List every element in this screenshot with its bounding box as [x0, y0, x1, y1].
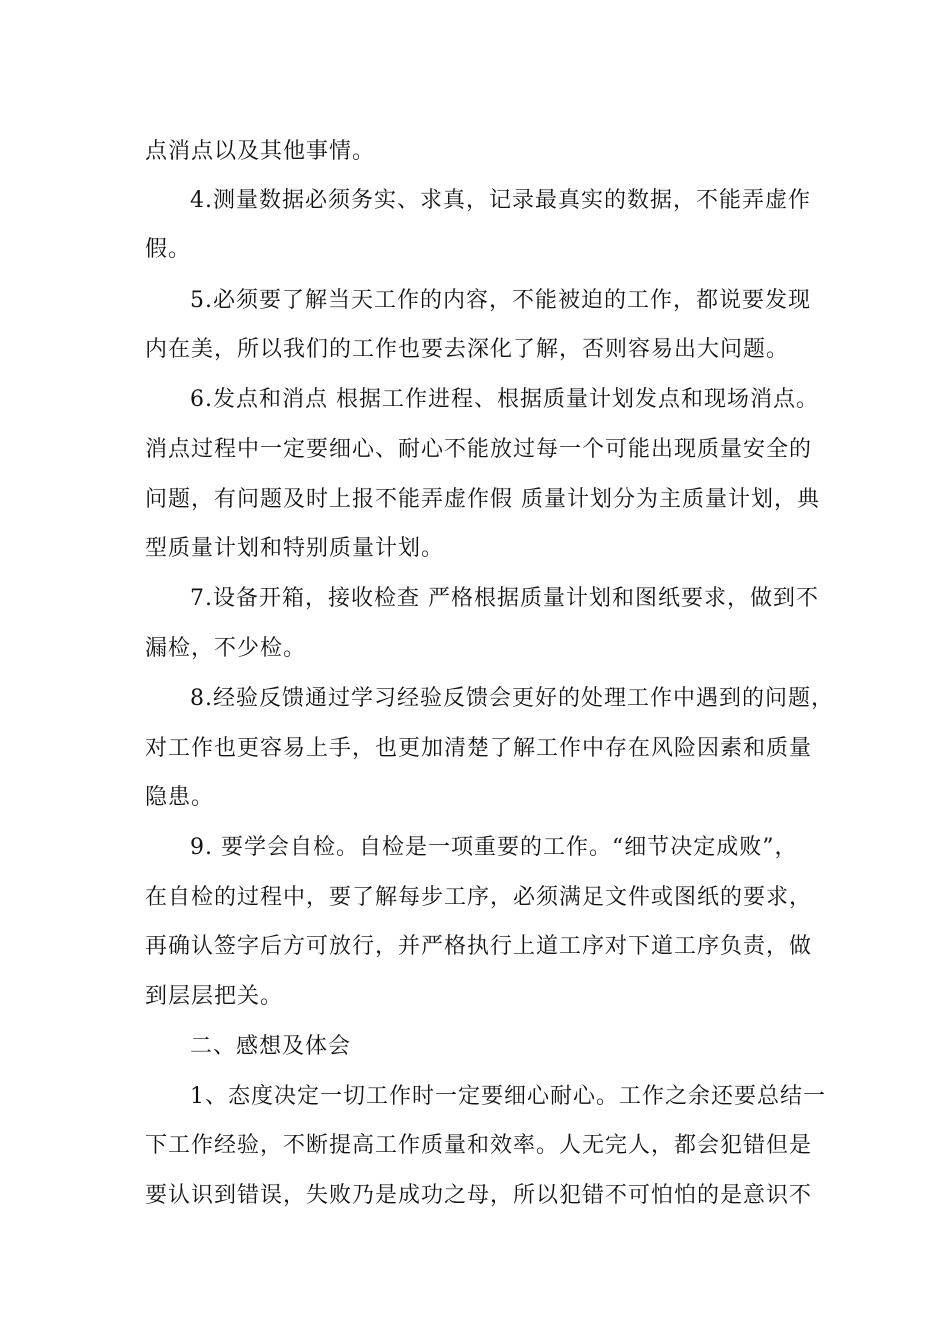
text-line: 要认识到错误，失败乃是成功之母，所以犯错不可怕怕的是意识不: [145, 1183, 813, 1208]
text-line: 在自检的过程中，要了解每步工序，必须满足文件或图纸的要求，: [145, 885, 813, 910]
text-line: 5.必须要了解当天工作的内容，不能被迫的工作，都说要发现: [190, 288, 811, 313]
text-line: 下工作经验，不断提高工作质量和效率。人无完人，都会犯错但是: [145, 1133, 813, 1158]
text-line: 漏检，不少检。: [145, 636, 307, 661]
text-line: 消点过程中一定要细心、耐心不能放过每一个可能出现质量安全的: [145, 437, 813, 462]
text-line: 点消点以及其他事情。: [145, 139, 376, 164]
text-line: 问题，有问题及时上报不能弄虚作假 质量计划分为主质量计划，典: [145, 487, 820, 512]
text-line: 1、态度决定一切工作时一定要细心耐心。工作之余还要总结一: [190, 1084, 826, 1109]
text-line: 再确认签字后方可放行，并严格执行上道工序对下道工序负责，做: [145, 934, 813, 959]
text-line: 内在美，所以我们的工作也要去深化了解，否则容易出大问题。: [145, 337, 790, 362]
text-line: 对工作也更容易上手，也更加清楚了解工作中存在风险因素和质量: [145, 736, 813, 761]
section-heading: 二、感想及体会: [190, 1034, 352, 1059]
text-line: 到层层把关。: [145, 984, 284, 1009]
text-line: 9. 要学会自检。自检是一项重要的工作。“细节决定成败”，: [190, 835, 798, 860]
text-line: 8.经验反馈通过学习经验反馈会更好的处理工作中遇到的问题，: [190, 686, 834, 711]
text-line: 隐患。: [145, 785, 215, 810]
text-line: 6.发点和消点 根据工作进程、根据质量计划发点和现场消点。: [190, 387, 819, 412]
text-line: 7.设备开箱，接收检查 严格根据质量计划和图纸要求，做到不: [190, 586, 819, 611]
text-line: 假。: [145, 237, 192, 262]
text-line: 型质量计划和特别质量计划。: [145, 536, 445, 561]
text-line: 4.测量数据必须务实、求真，记录最真实的数据，不能弄虚作: [190, 188, 811, 213]
